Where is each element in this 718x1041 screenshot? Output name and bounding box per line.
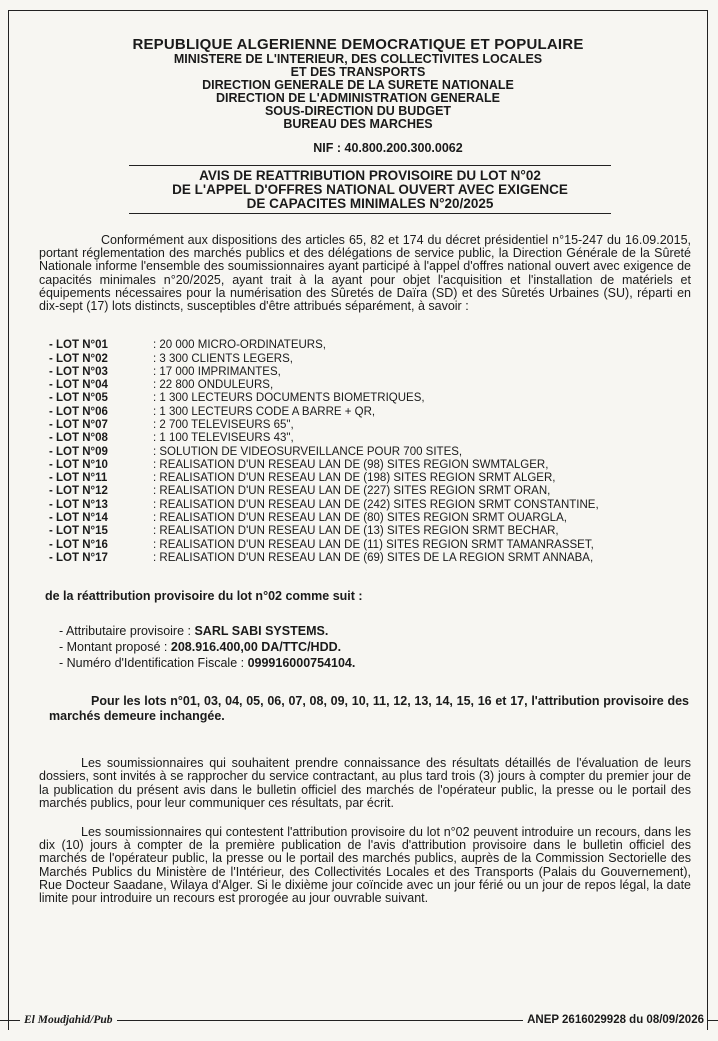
- lot-item: [49, 366, 707, 379]
- budget-subdirection-line: SOUS-DIRECTION DU BUDGET: [264, 104, 452, 118]
- lot-code: - LOT N°16: [49, 538, 108, 551]
- footer-rule: [117, 1020, 524, 1021]
- lot-code: - LOT N°02: [49, 352, 108, 365]
- lot-description: : 1 300 LECTEURS DOCUMENTS BIOMETRIQUES,: [153, 392, 425, 405]
- lot-item: [49, 552, 707, 565]
- lot-code: - LOT N°03: [49, 365, 108, 378]
- lot-description: : 22 800 ONDULEURS,: [153, 379, 274, 392]
- notice-frame: [8, 10, 708, 1030]
- lot-description: : 1 100 TELEVISEURS 43",: [153, 432, 294, 445]
- notice-title-line2: DE L'APPEL D'OFFRES NATIONAL OUVERT AVEC EXIGENCE: [172, 182, 568, 197]
- lot-description: : REALISATION D'UN RESEAU LAN DE (227) SITES REGION SRMT ORAN,: [153, 485, 551, 498]
- lot-item: [49, 512, 707, 525]
- montant-line: [59, 639, 707, 655]
- lot-code: - LOT N°09: [49, 445, 108, 458]
- lot-code: - LOT N°12: [49, 485, 108, 498]
- lot-description: : 3 300 CLIENTS LEGERS,: [153, 352, 293, 365]
- lot-description: : SOLUTION DE VIDEOSURVEILLANCE POUR 700 SITES,: [153, 445, 463, 458]
- dgsn-line: DIRECTION GENERALE DE LA SURETE NATIONALE: [202, 78, 514, 92]
- lot-item: [49, 419, 707, 432]
- nif-line: [59, 655, 707, 671]
- montant-value: 208.916.400,00 DA/TTC/HDD.: [170, 640, 342, 655]
- lot-description: : REALISATION D'UN RESEAU LAN DE (98) SITES REGION SWMTALGER,: [153, 458, 549, 471]
- lot-description: : REALISATION D'UN RESEAU LAN DE (11) SITES REGION SRMT TAMANRASSET,: [153, 538, 594, 551]
- lot-description: : REALISATION D'UN RESEAU LAN DE (80) SITES REGION SRMT OUARGLA,: [153, 512, 567, 525]
- lot-code: - LOT N°04: [49, 379, 108, 392]
- lot-item: [49, 339, 707, 352]
- lot-description: : 2 700 TELEVISEURS 65",: [153, 419, 294, 431]
- lot-description: : 17 000 IMPRIMANTES,: [153, 365, 281, 378]
- intro-paragraph: Conformément aux dispositions des articles 65, 82 et 174 du décret présidentiel n°15-247 du 16.09.2015, portant réglementation des marchés publics et des délégations de service public, la Direction Générale de la Sûreté Nationale informe l'ensemble des soumissionnaires ayant participé à l'appel d'offres national ouvert avec exigence de capacités minimales n°20/2025, ayant trait à la ayant pour objet l'acquisition et l'installation de matériels et équipements nécessaires pour la numérisation des Sûretés de Daïra (SD) et des Sûretés Urbaines (SU), réparti en dix-sept (17) lots distincts, susceptibles d'être attribués séparément, à savoir :: [39, 233, 691, 314]
- lot-item: [49, 472, 707, 485]
- anep-reference: ANEP 2616029928 du 08/09/2026: [527, 1014, 704, 1026]
- publication-credit: El Moudjahid/Pub: [24, 1014, 113, 1026]
- footer: [0, 1014, 718, 1026]
- montant-label: - Montant proposé :: [59, 640, 171, 655]
- lot-code: - LOT N°14: [49, 512, 108, 525]
- lot-description: : REALISATION D'UN RESEAU LAN DE (242) SITES REGION SRMT CONSTANTINE,: [153, 498, 599, 511]
- lot-code: - LOT N°15: [49, 525, 108, 538]
- lot-description: : 20 000 MICRO-ORDINATEURS,: [153, 339, 326, 352]
- issuer-nif: NIF : 40.800.200.300.0062: [313, 141, 463, 155]
- lot-item: [49, 525, 707, 538]
- procurement-office-line: BUREAU DES MARCHES: [283, 117, 433, 131]
- issuer-header: [9, 37, 707, 131]
- lots-list: [49, 339, 707, 565]
- ministry-line-cont: ET DES TRANSPORTS: [290, 65, 426, 79]
- attribution-details: [59, 623, 707, 671]
- lot-item: [49, 379, 707, 392]
- results-paragraph: Les soumissionnaires qui souhaitent prendre connaissance des résultats détaillés de l'évaluation de leurs dossiers, sont invités à se rapprocher du service contractant, au plus tard trois (3) jours à compter du premier jour de la publication du présent avis dans le bulletin officiel des marchés de l'opérateur public, la presse ou le portail des marchés publics, pour leur communiquer ces résultats, par écrit.: [39, 756, 691, 810]
- lot-code: - LOT N°13: [49, 498, 108, 511]
- attributaire-label: - Attributaire provisoire :: [59, 624, 195, 639]
- ministry-line: MINISTERE DE L'INTERIEUR, DES COLLECTIVITES LOCALES: [173, 52, 543, 66]
- lot-description: : REALISATION D'UN RESEAU LAN DE (69) SITES DE LA REGION SRMT ANNABA,: [153, 551, 594, 564]
- attributaire-line: [59, 623, 707, 639]
- nif-label: - Numéro d'Identification Fiscale :: [59, 656, 248, 671]
- lot-code: - LOT N°17: [49, 551, 108, 564]
- lot-description: : 1 300 LECTEURS CODE A BARRE + QR,: [153, 405, 376, 418]
- lot-code: - LOT N°01: [49, 339, 108, 352]
- notice-title: [129, 165, 611, 214]
- lot-item: [49, 432, 707, 445]
- attributaire-value: SARL SABI SYSTEMS.: [194, 624, 329, 639]
- lot-code: - LOT N°10: [49, 458, 108, 471]
- lot-item: [49, 353, 707, 366]
- lot-description: : REALISATION D'UN RESEAU LAN DE (198) SITES REGION SRMT ALGER,: [153, 472, 556, 485]
- lot-item: [49, 499, 707, 512]
- lot-code: - LOT N°07: [49, 419, 108, 431]
- lot-item: [49, 485, 707, 498]
- reattribution-intro: de la réattribution provisoire du lot n°02 comme suit :: [45, 589, 363, 604]
- nif-value: 099916000754104.: [247, 656, 356, 671]
- lot-item: [49, 539, 707, 552]
- republic-title: REPUBLIQUE ALGERIENNE DEMOCRATIQUE ET POPULAIRE: [132, 36, 584, 53]
- notice-title-line3: DE CAPACITES MINIMALES N°20/2025: [246, 196, 494, 211]
- footer-rule-left: [0, 1020, 20, 1021]
- recours-paragraph: Les soumissionnaires qui contestent l'attribution provisoire du lot n°02 peuvent introduire un recours, dans les dix (10) jours à compter de la première publication de l'avis d'attribution provisoire dans le bulletin officiel des marchés de l'opérateur public, la presse ou le portail des marchés publics, auprès de la Commission Sectorielle des Marchés Publics du Ministère de l'Intérieur, des Collectivités Locales et des Transports (Palais du Gouvernement), Rue Docteur Saadane, Wilaya d'Alger. Si le dixième jour coïncide avec un jour férié ou un jour de repos légal, la date limite pour introduire un recours est prorogée au jour ouvrable suivant.: [39, 825, 691, 906]
- notice-title-line1: AVIS DE REATTRIBUTION PROVISOIRE DU LOT N°02: [199, 168, 541, 183]
- lot-code: - LOT N°11: [49, 472, 108, 485]
- lot-code: - LOT N°08: [49, 432, 108, 445]
- lots-unchanged-paragraph: Pour les lots n°01, 03, 04, 05, 06, 07, 08, 09, 10, 11, 12, 13, 14, 15, 16 et 17, l'attribution provisoire des marchés demeure inchangée.: [49, 694, 689, 724]
- lot-item: [49, 406, 707, 419]
- lot-item: [49, 459, 707, 472]
- footer-rule-right: [708, 1020, 718, 1021]
- lot-item: [49, 392, 707, 405]
- admin-direction-line: DIRECTION DE L'ADMINISTRATION GENERALE: [216, 91, 500, 105]
- lot-description: : REALISATION D'UN RESEAU LAN DE (13) SITES REGION SRMT BECHAR,: [153, 525, 559, 538]
- lot-code: - LOT N°05: [49, 392, 108, 405]
- lot-code: - LOT N°06: [49, 405, 108, 418]
- lot-item: [49, 446, 707, 459]
